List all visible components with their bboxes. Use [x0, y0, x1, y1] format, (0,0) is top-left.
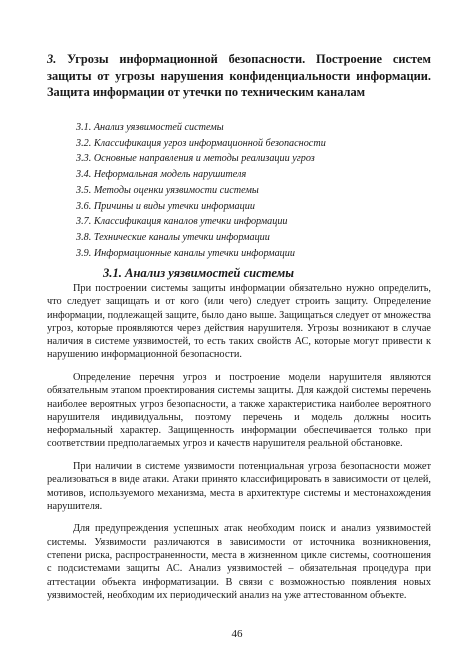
toc-item: 3.9. Информационные каналы утечки информации: [76, 247, 295, 259]
paragraph: Определение перечня угроз и построение модели нарушителя являются обязательным этапом проектирования системы защиты. Для каждой системы перечень наиболее вероятных угроз безопасности, а также характеристика наиболее вероятного нарушителя индивидуальны, поэтому перечень и модель должны носить неформальный характер. Защищенность информации обеспечивается только при соответствии предполагаемых угроз и качеств нарушителя реальной обстановке.: [47, 371, 431, 450]
section-heading: 3.1. Анализ уязвимостей системы: [103, 266, 295, 280]
toc-item: 3.6. Причины и виды утечки информации: [76, 200, 255, 212]
table-of-contents: [76, 120, 396, 261]
chapter-title: [47, 51, 431, 101]
toc-item: 3.1. Анализ уязвимостей системы: [76, 122, 224, 133]
toc-item: 3.7. Классификация каналов утечки информации: [76, 216, 288, 228]
paragraph: Для предупреждения успешных атак необходим поиск и анализ уязвимостей системы. Уязвимости различаются в зависимости от источника возникновения, степени риска, распространенности, места в жизненном цикле системы, соотношения с подсистемами защиты АС. Анализ уязвимостей – обязательная процедура при аттестации объекта информатизации. В связи с возможностью появления новых уязвимостей, необходим их периодический анализ на уже аттестованном объекте.: [47, 523, 431, 601]
paragraph: При наличии в системе уязвимости потенциальная угроза безопасности может реализоваться в виде атаки. Атаки принято классифицировать в зависимости от целей, мотивов, используемого механизма, места в архитектуре системы и местонахождения нарушителя.: [47, 460, 431, 512]
chapter-title-text: Угрозы информационной безопасности. Построение систем защиты от угрозы нарушения конфиденциальности информации. Защита информации от утечки по техническим каналам: [47, 52, 431, 99]
chapter-number: 3.: [47, 52, 57, 66]
toc-item: 3.3. Основные направления и методы реализации угроз: [76, 153, 315, 165]
body-text: [47, 282, 431, 611]
paragraph: При построении системы защиты информации обязательно нужно определить, что следует защищать и от кого (или чего) следует строить защиту. Определение информации, подлежащей защите, было дано выше. Защищаться следует от множества угроз, которые проявляются через действия нарушителя. Угрозы возникают в случае наличия в системе уязвимостей, то есть таких свойств АС, которые могут привести к нарушению информационной безопасности.: [47, 283, 431, 361]
page-number: 46: [231, 628, 243, 640]
toc-item: 3.2. Классификация угроз информационной безопасности: [76, 137, 326, 149]
toc-item: 3.4. Неформальная модель нарушителя: [76, 169, 247, 181]
toc-item: 3.8. Технические каналы утечки информации: [76, 231, 270, 243]
toc-item: 3.5. Методы оценки уязвимости системы: [76, 184, 259, 196]
